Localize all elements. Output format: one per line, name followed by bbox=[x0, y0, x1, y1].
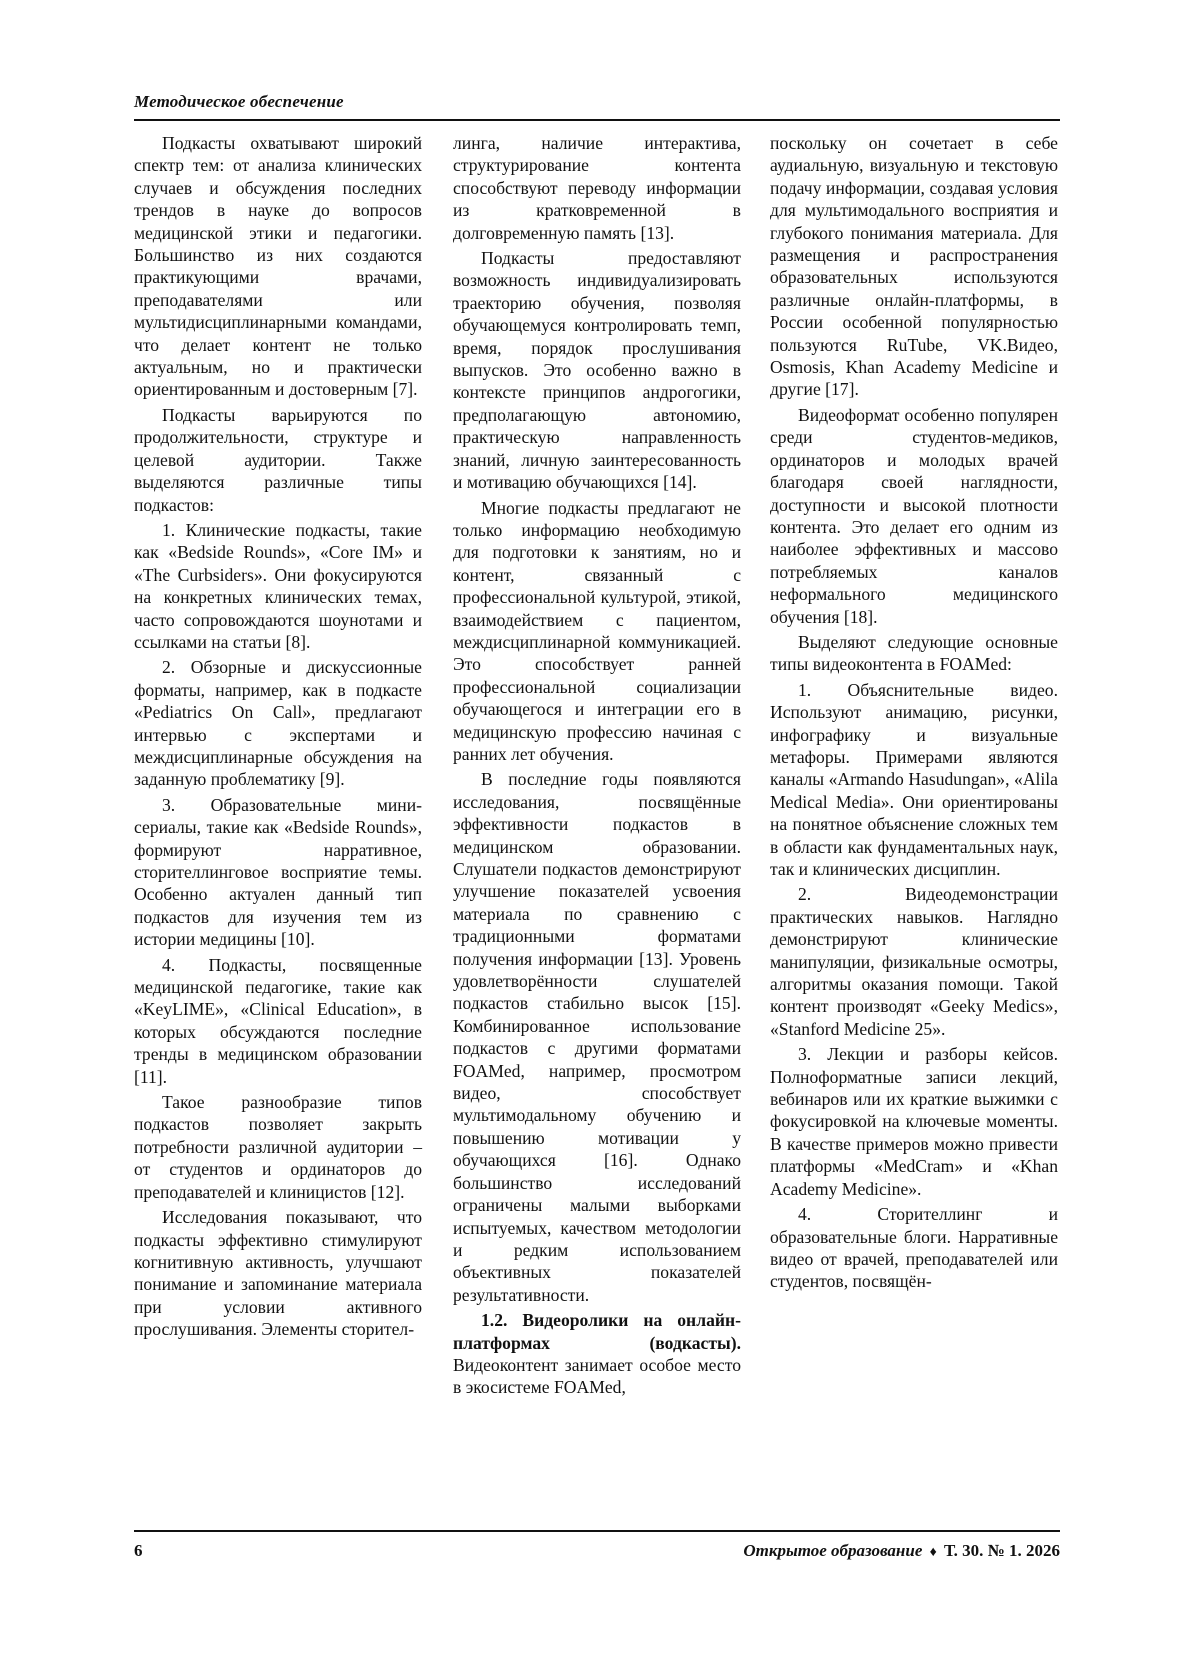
paragraph: 1. Объяснительные видео. Используют анимацию, рисунки, инфографику и визуальные метафоры. Примерами являются каналы «Armando Hasudungan», «Alila Medical Media». Они ориентированы на понятное объяснение сложных тем в области как фундаментальных наук, так и клинических дисциплин. bbox=[770, 679, 1058, 879]
paragraph: 2. Обзорные и дискуссионные форматы, например, как в подкасте «Pediatrics On Call», предлагают интервью с экспертами и междисциплинарные обсуждения на заданную проблематику [9]. bbox=[134, 657, 422, 790]
paragraph: Подкасты варьируются по продолжительности, структуре и целевой аудитории. Также выделяются различные типы подкастов: bbox=[134, 404, 422, 515]
paragraph: Подкасты предоставляют возможность индивидуализировать траекторию обучения, позволяя обучающемуся контролировать темп, время, порядок прослушивания выпусков. Это особенно важно в контексте принципов андрогогики, предполагающую автономию, практическую направленность знаний, личную заинтересованность и мотивацию обучающихся [14]. bbox=[453, 248, 741, 493]
section-text: Видеоконтент занимает особое место в экосистеме FOAMed, bbox=[453, 1354, 741, 1398]
paragraph: 3. Образовательные мини-сериалы, такие как «Bedside Rounds», формируют нарративное, сторителлинговое восприятие темы. Особенно актуален данный тип подкастов для изучения тем из истории медицины [10]. bbox=[134, 794, 422, 950]
footer-divider bbox=[134, 1530, 1060, 1532]
paragraph: Такое разнообразие типов подкастов позволяет закрыть потребности различной аудитории – от студентов и ординаторов до преподавателей и клиницистов [12]. bbox=[134, 1092, 422, 1202]
paragraph: Выделяют следующие основные типы видеоконтента в FOAMed: bbox=[770, 631, 1058, 675]
paragraph: 4. Подкасты, посвященные медицинской педагогике, такие как «KeyLIME», «Clinical Education», в которых обсуждаются последние тренды в медицинском образовании [11]. bbox=[134, 954, 422, 1087]
journal-issue: Т. 30. № 1. 2026 bbox=[944, 1541, 1060, 1560]
diamond-icon: ♦ bbox=[929, 1545, 937, 1560]
paragraph: 2. Видеодемонстрации практических навыков. Наглядно демонстрируют клинические манипуляции, физикальные осмотры, алгоритмы оказания помощи. Такой контент производят «Geeky Medics», «Stanford Medicine 25». bbox=[770, 884, 1058, 1039]
paragraph: Исследования показывают, что подкасты эффективно стимулируют когнитивную активность, улучшают понимание и запоминание материала при условии активного прослушивания. Элементы сторител- bbox=[134, 1207, 422, 1340]
paragraph: Видеоформат особенно популярен среди студентов-медиков, ординаторов и молодых врачей благодаря своей наглядности, доступности и высокой плотности контента. Это делает его одним из наиболее эффективных и массово потребляемых каналов неформального медицинского обучения [18]. bbox=[770, 404, 1058, 627]
paragraph: В последние годы появляются исследования, посвящённые эффективности подкастов в медицинском образовании. Слушатели подкастов демонстрируют улучшение показателей усвоения материала по сравнению с традиционными форматами получения информации [13]. Уровень удовлетворённости слушателей подкастов стабильно высок [15]. Комбинированное использование подкастов с другими форматами FOAMed, например, просмотром видео, способствует мультимодальному обучению и повышению мотивации у обучающихся [16]. Однако большинство исследований ограничены малыми выборками испытуемых, качеством методологии и редким использованием объективных показателей результативности. bbox=[453, 769, 741, 1305]
paragraph: 3. Лекции и разборы кейсов. Полноформатные записи лекций, вебинаров или их краткие выжимки с фокусировкой на ключевые моменты. В качестве примеров можно привести платформы «MedCram» и «Khan Academy Medicine». bbox=[770, 1044, 1058, 1199]
journal-citation bbox=[743, 1541, 1060, 1561]
section-header: Методическое обеспечение bbox=[134, 92, 344, 111]
text-column-1 bbox=[134, 132, 422, 1344]
paragraph: поскольку он сочетает в себе аудиальную, визуальную и текстовую подачу информации, создавая условия для мультимодального восприятия и глубокого понимания материала. Для размещения и распространения образовательных используются различные онлайн-платформы, в России особенной популярностью пользуются RuTube, VK.Видео, Osmosis, Khan Academy Medicine и другие [17]. bbox=[770, 133, 1058, 400]
section-heading: 1.2. Видеоролики на онлайн-платформах (водкасты). bbox=[453, 1310, 741, 1353]
paragraph: линга, наличие интерактива, структурирование контента способствуют переводу информации из кратковременной в долговременную память [13]. bbox=[453, 133, 741, 243]
paragraph: 1. Клинические подкасты, такие как «Bedside Rounds», «Core IM» и «The Curbsiders». Они фокусируются на конкретных клинических темах, часто сопровождаются шоунотами и ссылками на статьи [8]. bbox=[134, 519, 422, 652]
paragraph: Подкасты охватывают широкий спектр тем: от анализа клинических случаев и обсуждения последних трендов в науке до вопросов медицинской этики и педагогики. Большинство из них создаются практикующими врачами, преподавателями или мультидисциплинарными командами, что делает контент не только актуальным, но и практически ориентированным и достоверным [7]. bbox=[134, 133, 422, 400]
paragraph: Многие подкасты предлагают не только информацию необходимую для подготовки к занятиям, но и контент, связанный с профессиональной культурой, этикой, взаимодействием с пациентом, междисциплинарной коммуникацией. Это способствует ранней профессиональной социализации обучающегося и интеграции его в медицинскую профессию начиная с ранних лет обучения. bbox=[453, 497, 741, 764]
text-column-3 bbox=[770, 132, 1058, 1296]
journal-title: Открытое образование bbox=[743, 1541, 923, 1560]
text-column-2 bbox=[453, 132, 741, 1402]
page-number: 6 bbox=[134, 1541, 143, 1560]
section-paragraph bbox=[453, 1309, 741, 1399]
paragraph: 4. Сторителлинг и образовательные блоги. Нарративные видео от врачей, преподавателей или студентов, посвящён- bbox=[770, 1204, 1058, 1292]
header-divider bbox=[134, 119, 1060, 121]
